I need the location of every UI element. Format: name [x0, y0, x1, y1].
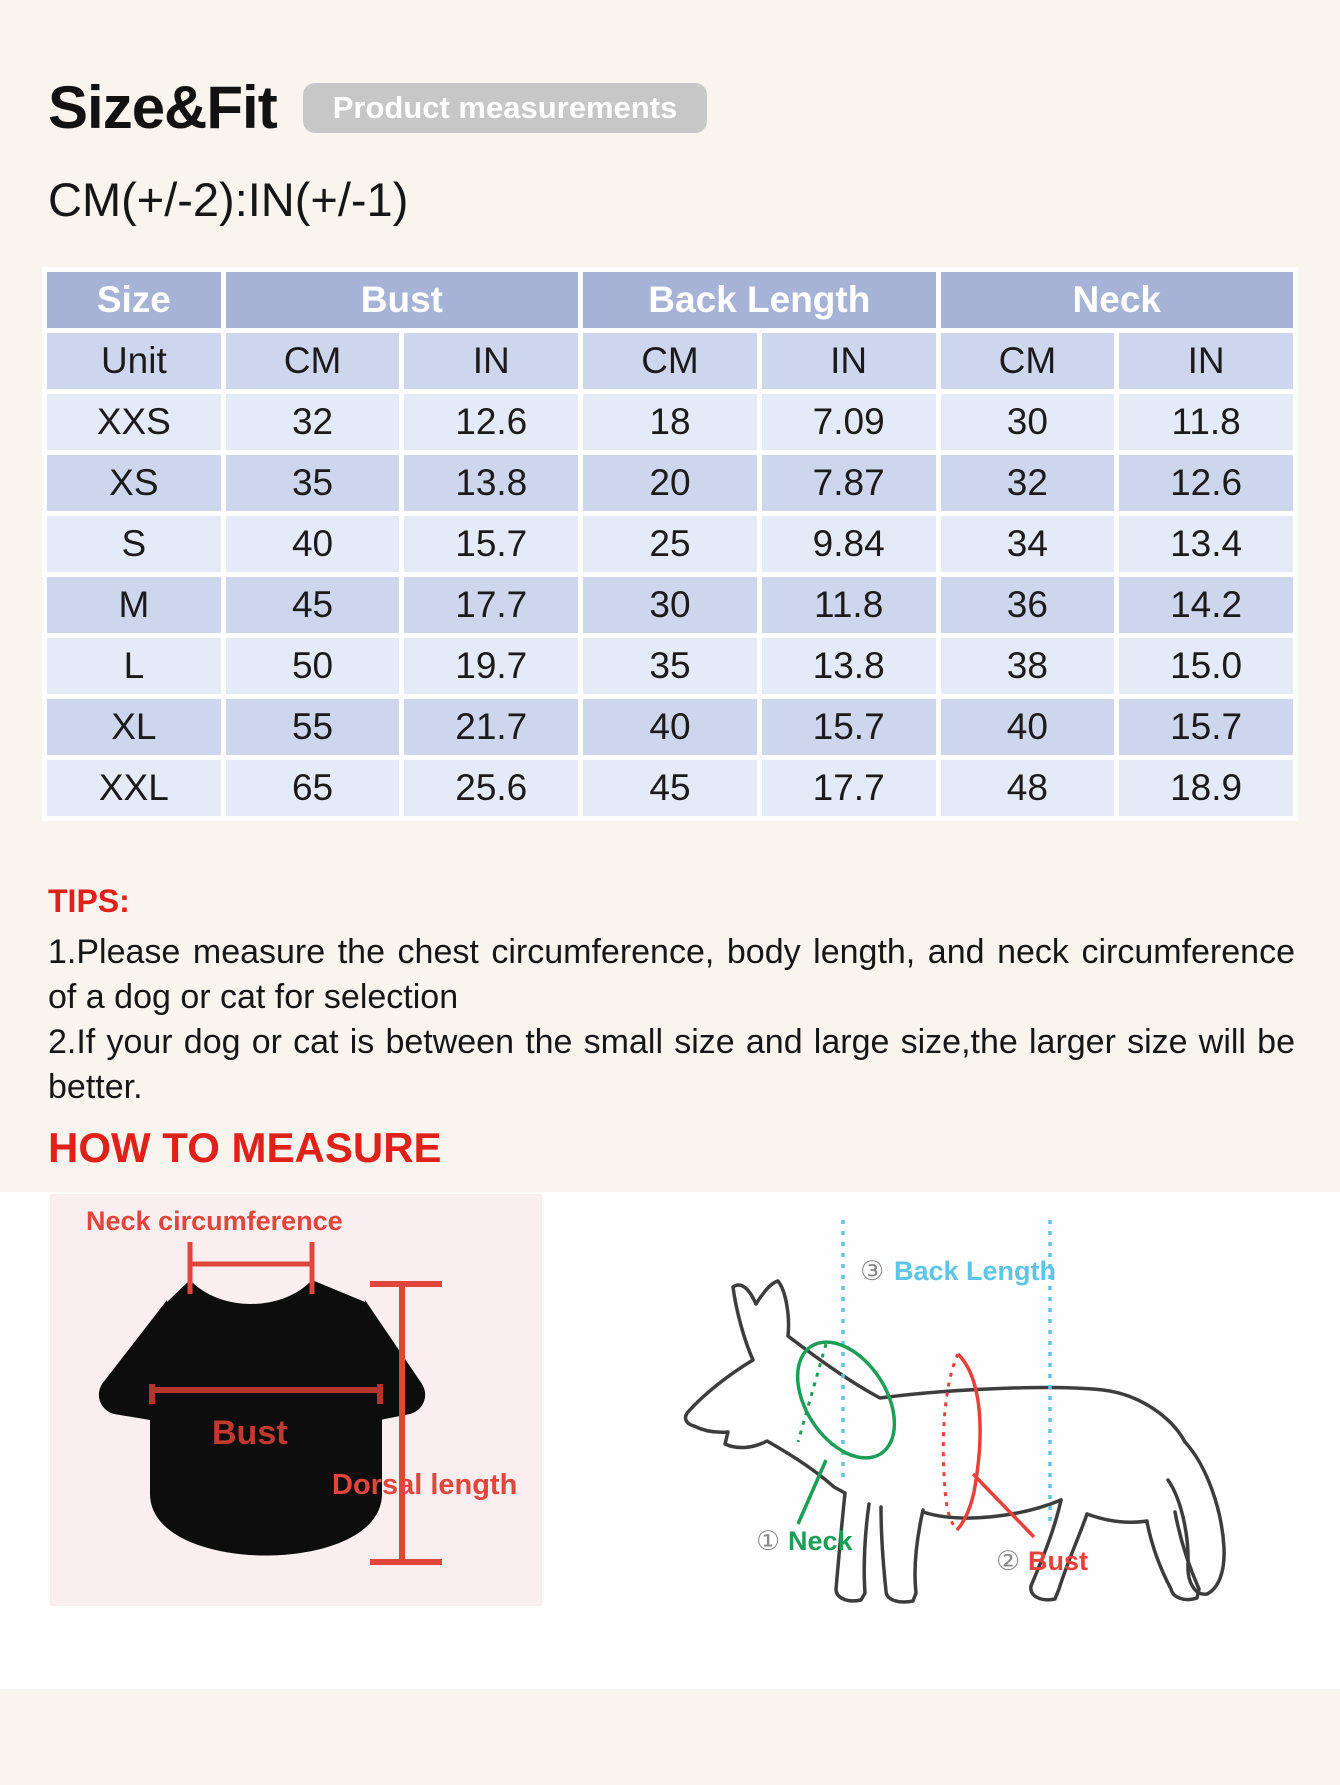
cell: 15.7 — [762, 699, 936, 755]
dog-diagram-svg — [628, 1192, 1292, 1616]
dorsal-length-label: Dorsal length — [332, 1468, 518, 1501]
cell: 65 — [226, 760, 400, 816]
cell: 15.7 — [1119, 699, 1293, 755]
shirt-measure-diagram — [50, 1194, 542, 1606]
tolerance-note: CM(+/-2):IN(+/-1) — [48, 173, 409, 226]
tips-line-1: 1.Please measure the chest circumference, body length, and neck circumference of a dog or cat for selection — [48, 933, 1295, 1016]
cell: XL — [47, 699, 221, 755]
tips-text — [48, 930, 1295, 1110]
dog-neck-label: Neck — [788, 1525, 853, 1556]
cell: 17.7 — [762, 760, 936, 816]
cell: 15.7 — [404, 516, 578, 572]
cell: 40 — [226, 516, 400, 572]
cell: 48 — [941, 760, 1115, 816]
measure-diagrams-section — [0, 1192, 1340, 1689]
neck-number: ① — [756, 1525, 781, 1556]
cell: XXS — [47, 394, 221, 450]
how-to-measure-heading: HOW TO MEASURE — [48, 1123, 442, 1171]
col-group-back-length: Back Length — [583, 272, 935, 328]
cell: 40 — [583, 699, 757, 755]
dog-back-length-label: Back Length — [894, 1255, 1057, 1286]
bust-girth-ring — [943, 1354, 1034, 1537]
table-row-l — [47, 638, 1293, 694]
page-title: Size&Fit — [48, 74, 277, 141]
cell: 34 — [941, 516, 1115, 572]
cell: 36 — [941, 577, 1115, 633]
shirt-bust-label: Bust — [212, 1413, 288, 1452]
col-group-size: Size — [47, 272, 221, 328]
dog-measure-diagram — [628, 1192, 1292, 1616]
tips-heading: TIPS: — [48, 883, 130, 919]
cell: 18 — [583, 394, 757, 450]
table-row-xxl — [47, 760, 1293, 816]
cell: CM — [226, 333, 400, 389]
cell: 20 — [583, 455, 757, 511]
cell: 45 — [226, 577, 400, 633]
tips-line-2: 2.If your dog or cat is between the small size and large size,the larger size will be better. — [48, 1022, 1295, 1106]
cell: IN — [1119, 333, 1293, 389]
table-row-m — [47, 577, 1293, 633]
cell: 13.8 — [404, 455, 578, 511]
cell: 17.7 — [404, 577, 578, 633]
bust-number: ② — [996, 1545, 1021, 1576]
cell: S — [47, 516, 221, 572]
cell: 30 — [583, 577, 757, 633]
cell: 35 — [583, 638, 757, 694]
table-row-xl — [47, 699, 1293, 755]
cell: 9.84 — [762, 516, 936, 572]
cell: 32 — [226, 394, 400, 450]
cell: Unit — [47, 333, 221, 389]
cell: 12.6 — [404, 394, 578, 450]
cell: 13.8 — [762, 638, 936, 694]
table-row-s — [47, 516, 1293, 572]
cell: 40 — [941, 699, 1115, 755]
cell: 13.4 — [1119, 516, 1293, 572]
cell: XXL — [47, 760, 221, 816]
cell: M — [47, 577, 221, 633]
back-length-number: ③ — [860, 1255, 885, 1286]
cell: XS — [47, 455, 221, 511]
product-measurements-badge: Product measurements — [303, 83, 708, 133]
page-header — [48, 74, 1340, 141]
cell: 15.0 — [1119, 638, 1293, 694]
table-group-header-row — [47, 272, 1293, 328]
table-row-xs — [47, 455, 1293, 511]
size-chart-table — [42, 267, 1298, 821]
col-group-bust: Bust — [226, 272, 578, 328]
cell: 11.8 — [762, 577, 936, 633]
col-group-neck: Neck — [941, 272, 1293, 328]
cell: 25.6 — [404, 760, 578, 816]
shirt-diagram-svg — [50, 1194, 542, 1606]
cell: 11.8 — [1119, 394, 1293, 450]
cell: L — [47, 638, 221, 694]
cell: 19.7 — [404, 638, 578, 694]
cell: 38 — [941, 638, 1115, 694]
cell: IN — [762, 333, 936, 389]
cell: IN — [404, 333, 578, 389]
table-unit-row — [47, 333, 1293, 389]
cell: 32 — [941, 455, 1115, 511]
dog-bust-label: Bust — [1028, 1545, 1088, 1576]
cell: 21.7 — [404, 699, 578, 755]
cell: CM — [941, 333, 1115, 389]
cell: 25 — [583, 516, 757, 572]
cell: 55 — [226, 699, 400, 755]
cell: 45 — [583, 760, 757, 816]
neck-circumference-label: Neck circumference — [86, 1205, 343, 1236]
cell: 7.87 — [762, 455, 936, 511]
cell: 30 — [941, 394, 1115, 450]
cell: 50 — [226, 638, 400, 694]
cell: 12.6 — [1119, 455, 1293, 511]
neck-measure-bracket — [190, 1242, 312, 1294]
table-row-xxs — [47, 394, 1293, 450]
cell: 14.2 — [1119, 577, 1293, 633]
cell: 18.9 — [1119, 760, 1293, 816]
cell: CM — [583, 333, 757, 389]
cell: 35 — [226, 455, 400, 511]
cell: 7.09 — [762, 394, 936, 450]
